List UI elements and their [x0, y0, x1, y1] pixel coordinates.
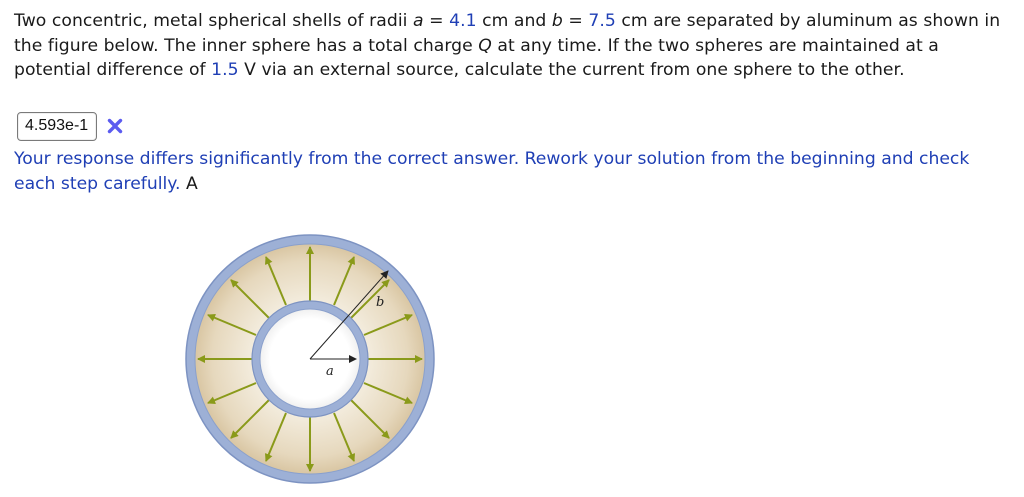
variable-b: b: [551, 11, 563, 31]
radius-a-value: 4.1: [449, 11, 477, 31]
concentric-shells-figure: [184, 225, 436, 493]
answer-row: [17, 111, 124, 141]
x-icon: [106, 117, 124, 135]
variable-q: Q: [478, 35, 492, 56]
voltage-value: 1.5: [211, 60, 239, 80]
label-a: a: [326, 364, 334, 379]
feedback-message: [14, 147, 1014, 196]
radius-b-value: 7.5: [588, 11, 616, 31]
answer-value: 4.593e-1: [25, 117, 89, 134]
problem-statement: Two concentric, metal spherical shells of radii a = 4.1 cm and b = 7.5 cm are separated by aluminum as shown in the figure below. The inner sphere has a total charge Q at any time. If the two spheres are maintained at a potential difference of 1.5 V via an external source, calculate the current from one sphere to the other.: [14, 11, 1001, 80]
feedback-text: Your response differs significantly from the correct answer. Rework your solution from the beginning and check each step carefully.: [14, 149, 970, 194]
answer-input[interactable]: [17, 112, 97, 141]
variable-a: a: [413, 11, 424, 31]
label-b: b: [376, 295, 385, 310]
answer-unit: A: [180, 173, 198, 194]
